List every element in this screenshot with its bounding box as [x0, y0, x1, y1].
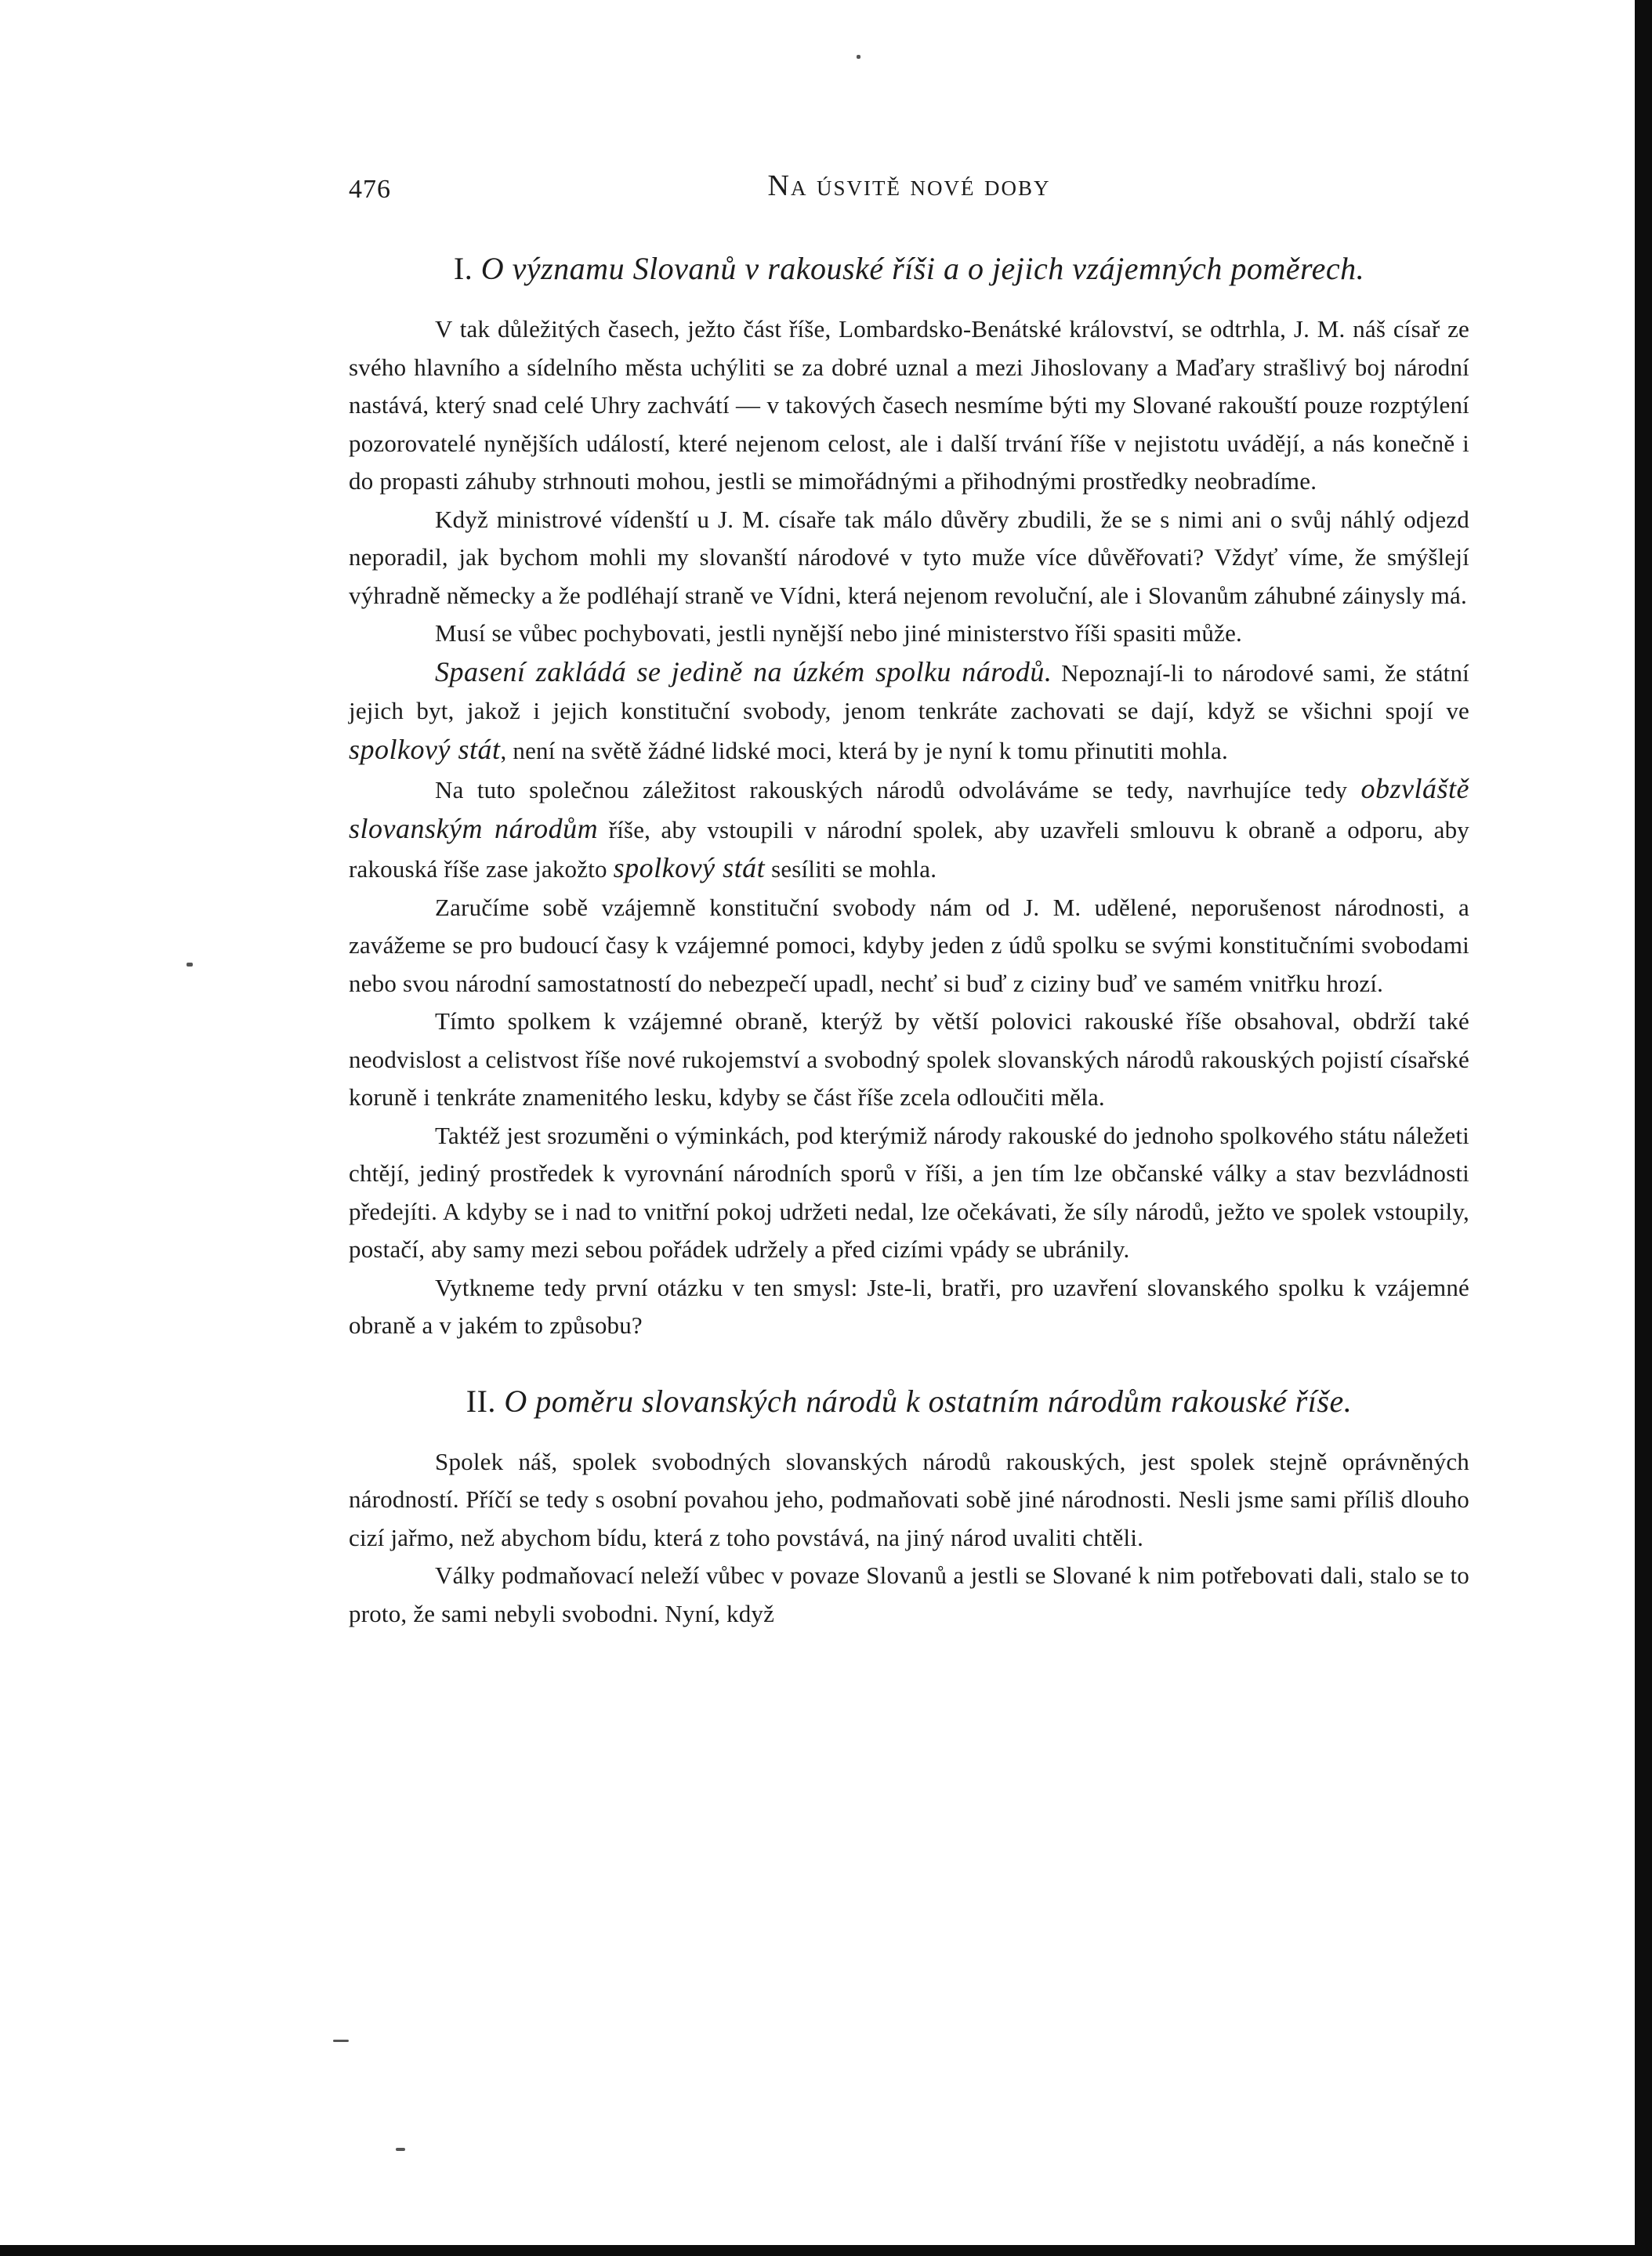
scan-speck — [396, 2148, 405, 2151]
paragraph-text: Války podmaňovací neleží vůbec v povaze Slovanů a jestli se Slované k nim potřebovati dali, stalo se to proto, že sami nebyli svobodni. Nyní, když — [349, 1561, 1469, 1627]
page-content — [349, 250, 1469, 1633]
paragraph — [349, 1443, 1469, 1558]
emphasized-text: spolkový stát — [613, 852, 766, 883]
section-number: II. — [466, 1383, 505, 1419]
book-page — [349, 169, 1469, 1633]
paragraph-text: Vytkneme tedy první otázku v ten smysl: Jste-li, bratři, pro uzavření slovanského spolku k vzájemné obraně a v jakém to způsobu? — [349, 1273, 1469, 1339]
paragraph — [349, 1003, 1469, 1117]
paragraph-text: Taktéž jest srozuměni o výminkách, pod kterýmiž národy rakouské do jednoho spolkového státu náležeti chtějí, jediný prostředek k vyrovnání národních sporů v říši, a jen tím lze občanské války a stav bezvládnosti předejíti. A kdyby se i nad to vnitřní pokoj udržeti nedal, lze očekávati, že síly národů, ježto ve spolek vstoupily, postačí, aby samy mezi sebou pořádek udržely a před cizími vpády se ubránily. — [349, 1121, 1469, 1263]
section-title: O významu Slovanů v rakouské říši a o jejich vzájemných poměrech. — [480, 251, 1365, 286]
paragraph — [349, 501, 1469, 615]
paragraph-text: Tímto spolkem k vzájemné obraně, kterýž by větší polovici rakouské říše obsahoval, obdrží také neodvislost a celistvost říše nové rukojemství a svobodný spolek slovanských národů rakouských pojistí císařské koruně i tenkráte znamenitého lesku, kdyby se část říše zcela odloučiti měla. — [349, 1007, 1469, 1111]
scan-edge-right — [1635, 0, 1652, 2256]
paragraph-text: Nepoznají-li to národové sami, že státní jejich byt, jakož i jejich konstituční svobody, jenom tenkráte zachovati se dají, když se všichni spojí ve — [349, 658, 1469, 724]
emphasized-text: spolkový stát — [349, 733, 501, 765]
paragraph — [349, 1117, 1469, 1269]
scan-speck — [187, 963, 193, 967]
paragraph-text: V tak důležitých časech, ježto část říše, Lombardsko-Benátské království, se odtrhla, J. M. náš císař ze svého hlavního a sídelního města uchýliti se za dobré uznal a mezi Jihoslovany a Maďary strašlivý boj národní nastává, který snad celé Uhry zachvátí — v takových časech nesmíme býti my Slované rakouští pouze rozptýlení pozorovatelé nynějších událostí, které nejenom celost, ale i další trvání říše v nejistotu uvádějí, a nás konečně i do propasti záhuby strhnouti mohou, jestli se mimořádnými a přihodnými prostředky neobradíme. — [349, 315, 1469, 495]
paragraph — [349, 310, 1469, 501]
paragraph-text: Musí se vůbec pochybovati, jestli nynější nebo jiné ministerstvo říši spasiti může. — [435, 619, 1242, 647]
running-head — [349, 169, 1469, 216]
paragraph-text: Spolek náš, spolek svobodných slovanských národů rakouských, jest spolek stejně oprávněných národností. Příčí se tedy s osobní povahou jeho, podmaňovati sobě jiné národnosti. Nesli jsme sami příliš dlouho cizí jařmo, než abychom bídu, která z toho povstává, na jiný národ uvaliti chtěli. — [349, 1447, 1469, 1551]
paragraph-text: Na tuto společnou záležitost rakouských národů odvoláváme se tedy, navrhujíce tedy — [435, 776, 1361, 803]
paragraph — [349, 1557, 1469, 1633]
page-number: 476 — [349, 175, 391, 204]
paragraph — [349, 615, 1469, 653]
scan-speck — [857, 55, 860, 59]
paragraph — [349, 889, 1469, 1003]
section-heading — [349, 1383, 1469, 1420]
paragraph-text: sesíliti se mohla. — [765, 855, 937, 883]
scan-edge-bottom — [0, 2245, 1652, 2256]
paragraph-text: Když ministrové vídenští u J. M. císaře tak málo důvěry zbudili, že se s nimi ani o svůj náhlý odjezd neporadil, jak bychom mohli my slovanští národové v tyto muže více důvěřovati? Vždyť víme, že smýšlejí výhradně německy a že podléhají straně ve Vídni, která nejenom revoluční, ale i Slovanům záhubné záinysly má. — [349, 505, 1469, 609]
paragraph — [349, 653, 1469, 771]
emphasized-text: Spasení zakládá se jedině na úzkém spolku národů. — [435, 655, 1052, 687]
paragraph-text: , není na světě žádné lidské moci, která by je nyní k tomu přinutiti mohla. — [500, 736, 1228, 764]
paragraph-text: Zaručíme sobě vzájemně konstituční svobody nám od J. M. udělené, neporušenost národnosti, a zavážeme se pro budoucí časy k vzájemné pomoci, kdyby jeden z údů spolku se svými konstitučními svobodami nebo svou národní samostatností do nebezpečí upadl, nechť si buď z ciziny buď ve samém vnitřku hrozí. — [349, 893, 1469, 997]
paragraph — [349, 770, 1469, 889]
emphasized-text: obzvláště slovanským národům — [349, 773, 1469, 844]
section-heading — [349, 250, 1469, 287]
paragraph — [349, 1269, 1469, 1345]
section-number: I. — [453, 251, 481, 286]
section-title: O poměru slovanských národů k ostatním národům rakouské říše. — [504, 1383, 1353, 1419]
paragraph-text: říše, aby vstoupili v národní spolek, aby uzavřeli smlouvu k obraně a odporu, aby rakouská říše zase jakožto — [349, 815, 1469, 883]
running-title: Na úsvitě nové doby — [767, 169, 1051, 202]
scan-speck — [333, 2040, 349, 2042]
